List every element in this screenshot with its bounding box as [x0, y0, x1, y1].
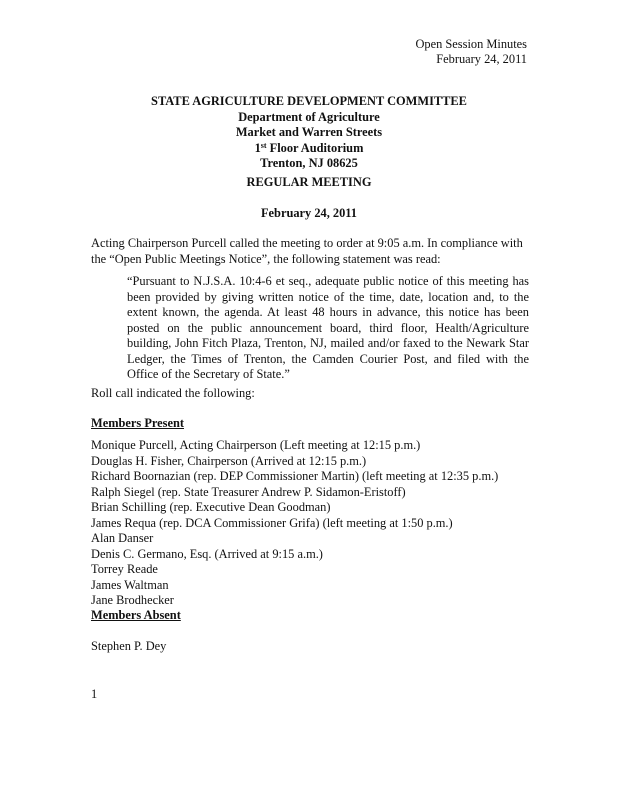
page-number: 1 — [91, 687, 98, 701]
header-title: Open Session Minutes — [415, 37, 527, 51]
list-item: Stephen P. Dey — [91, 639, 167, 653]
list-item: Brian Schilling (rep. Executive Dean Goodman) — [91, 500, 331, 514]
roll-call-text: Roll call indicated the following: — [91, 386, 255, 400]
meeting-type: REGULAR MEETING — [246, 175, 372, 189]
members-present-heading: Members Present — [91, 416, 185, 430]
committee-name: STATE AGRICULTURE DEVELOPMENT COMMITTEE — [151, 94, 467, 108]
street-address: Market and Warren Streets — [235, 125, 383, 139]
meeting-date: February 24, 2011 — [260, 206, 358, 220]
city-address: Trenton, NJ 08625 — [260, 156, 358, 170]
members-absent-list — [91, 639, 531, 655]
floor-rest: Floor Auditorium — [266, 140, 364, 155]
floor-location — [0, 141, 618, 157]
members-present-list — [91, 438, 531, 609]
department-name: Department of Agriculture — [238, 109, 380, 124]
list-item: James Requa (rep. DCA Commissioner Grifa) (left meeting at 1:50 p.m.) — [91, 515, 453, 530]
list-item: Ralph Siegel (rep. State Treasurer Andrew P. Sidamon-Eristoff) — [91, 484, 406, 499]
list-item: Jane Brodhecker — [91, 593, 174, 607]
floor-number: 1 — [254, 140, 261, 155]
members-absent-heading: Members Absent — [91, 608, 181, 622]
floor-suffix: st — [260, 140, 267, 150]
intro-paragraph: Acting Chairperson Purcell called the meeting to order at 9:05 a.m. In compliance with the “Open Public Meetings Notice”, the following statement was read: — [91, 236, 523, 266]
list-item: Monique Purcell, Acting Chairperson (Left meeting at 12:15 p.m.) — [91, 438, 421, 452]
list-item: Torrey Reade — [91, 562, 158, 576]
list-item: Richard Boornazian (rep. DEP Commissioner Martin) (left meeting at 12:35 p.m.) — [91, 469, 499, 483]
list-item: Alan Danser — [91, 531, 154, 545]
public-notice-statement: “Pursuant to N.J.S.A. 10:4-6 et seq., adequate public notice of this meeting has been provided by giving written notice of the time, date, location and, to the extent known, the agenda. At least 48 hours in advance, this notice has been posted on the public announcement board, third floor, Health/Agriculture building, John Fitch Plaza, Trenton, NJ, mailed and/or faxed to the Newark Star Ledger, the Times of Trenton, the Camden Courier Post, and filed with the Office of the Secretary of State.” — [127, 274, 529, 381]
list-item: Denis C. Germano, Esq. (Arrived at 9:15 a.m.) — [91, 546, 323, 561]
list-item: James Waltman — [91, 577, 169, 592]
running-header — [415, 37, 527, 66]
header-date: February 24, 2011 — [436, 51, 527, 66]
title-block — [0, 94, 618, 172]
list-item: Douglas H. Fisher, Chairperson (Arrived at 12:15 p.m.) — [91, 453, 367, 468]
